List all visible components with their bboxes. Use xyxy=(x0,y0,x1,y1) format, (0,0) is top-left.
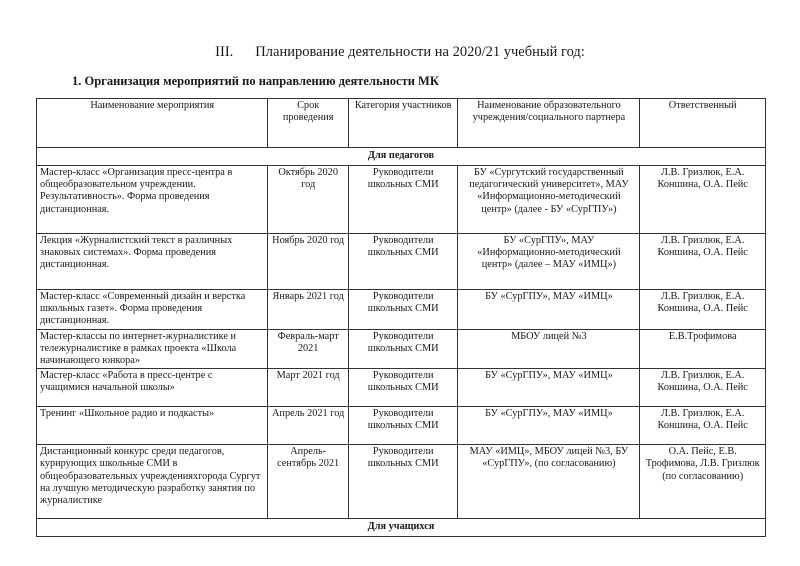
event-name: Дистанционный конкурс среди педагогов, курирующих школьные СМИ в общеобразовательных учрежденияхгорода Сургут на лучшую методическую разработку занятия по журналистике xyxy=(37,445,268,519)
event-term: Февраль-март 2021 xyxy=(268,329,349,369)
section-heading: 1. Организация мероприятий по направлению деятельности МК xyxy=(72,74,439,88)
event-responsible: Л.В. Гризлюк, Е.А. Коншина, О.А. Пейс xyxy=(640,234,766,290)
event-partner: БУ «СурГПУ», МАУ «ИМЦ» xyxy=(458,290,640,330)
event-name: Мастер-класс «Работа в пресс-центре с учащимися начальной школы» xyxy=(37,369,268,407)
table-row xyxy=(37,407,766,445)
event-term: Октябрь 2020 год xyxy=(268,166,349,234)
event-responsible: Е.В.Трофимова xyxy=(640,329,766,369)
group-row-teachers xyxy=(37,148,766,166)
table-row xyxy=(37,445,766,519)
event-partner: БУ «Сургутский государственный педагогический университет», МАУ «Информационно-методический центр» (далее - БУ «СурГПУ») xyxy=(458,166,640,234)
event-responsible: Л.В. Гризлюк, Е.А. Коншина, О.А. Пейс xyxy=(640,369,766,407)
event-name: Мастер-класс «Современный дизайн и верстка школьных газет». Форма проведения дистанционная. xyxy=(37,290,268,330)
table-row xyxy=(37,234,766,290)
event-participants: Руководители школьных СМИ xyxy=(348,329,458,369)
event-partner: МАУ «ИМЦ», МБОУ лицей №3, БУ «СурГПУ», (по согласованию) xyxy=(458,445,640,519)
events-table xyxy=(36,98,766,537)
column-header-responsible: Ответственный xyxy=(640,99,766,148)
event-participants: Руководители школьных СМИ xyxy=(348,369,458,407)
group-label-students: Для учащихся xyxy=(37,519,766,537)
event-partner: БУ «СурГПУ», МАУ «ИМЦ» xyxy=(458,369,640,407)
event-participants: Руководители школьных СМИ xyxy=(348,290,458,330)
event-partner: МБОУ лицей №3 xyxy=(458,329,640,369)
event-name: Лекция «Журналистский текст в различных знаковых системах». Форма проведения дистанционная. xyxy=(37,234,268,290)
column-header-name: Наименование мероприятия xyxy=(37,99,268,148)
event-participants: Руководители школьных СМИ xyxy=(348,407,458,445)
table-row xyxy=(37,166,766,234)
column-header-participants: Категория участников xyxy=(348,99,458,148)
group-label-teachers: Для педагогов xyxy=(37,148,766,166)
event-partner: БУ «СурГПУ», МАУ «Информационно-методический центр» (далее – МАУ «ИМЦ») xyxy=(458,234,640,290)
event-term: Апрель 2021 год xyxy=(268,407,349,445)
event-participants: Руководители школьных СМИ xyxy=(348,445,458,519)
event-participants: Руководители школьных СМИ xyxy=(348,166,458,234)
event-term: Январь 2021 год xyxy=(268,290,349,330)
section-number: III. xyxy=(215,44,234,60)
event-name: Тренинг «Школьное радио и подкасты» xyxy=(37,407,268,445)
column-header-term: Срок проведения xyxy=(268,99,349,148)
table-row xyxy=(37,329,766,369)
table-row xyxy=(37,369,766,407)
event-term: Апрель-сентябрь 2021 xyxy=(268,445,349,519)
event-name: Мастер-класс «Организация пресс-центра в общеобразовательном учреждении. Результативность». Форма проведения дистанционная. xyxy=(37,166,268,234)
page-title xyxy=(0,44,800,61)
event-term: Ноябрь 2020 год xyxy=(268,234,349,290)
event-partner: БУ «СурГПУ», МАУ «ИМЦ» xyxy=(458,407,640,445)
event-participants: Руководители школьных СМИ xyxy=(348,234,458,290)
table-header-row xyxy=(37,99,766,148)
column-header-partner: Наименование образовательного учреждения/социального партнера xyxy=(458,99,640,148)
group-row-students xyxy=(37,519,766,537)
page-title-text: Планирование деятельности на 2020/21 учебный год: xyxy=(255,44,585,60)
event-responsible: Л.В. Гризлюк, Е.А. Коншина, О.А. Пейс xyxy=(640,290,766,330)
event-responsible: Л.В. Гризлюк, Е.А. Коншина, О.А. Пейс xyxy=(640,407,766,445)
event-name: Мастер-классы по интернет-журналистике и тележурналистике в рамках проекта «Школа начинающего юнкора» xyxy=(37,329,268,369)
event-responsible: Л.В. Гризлюк, Е.А. Коншина, О.А. Пейс xyxy=(640,166,766,234)
table-row xyxy=(37,290,766,330)
event-responsible: О.А. Пейс, Е.В. Трофимова, Л.В. Гризлюк (по согласованию) xyxy=(640,445,766,519)
event-term: Март 2021 год xyxy=(268,369,349,407)
